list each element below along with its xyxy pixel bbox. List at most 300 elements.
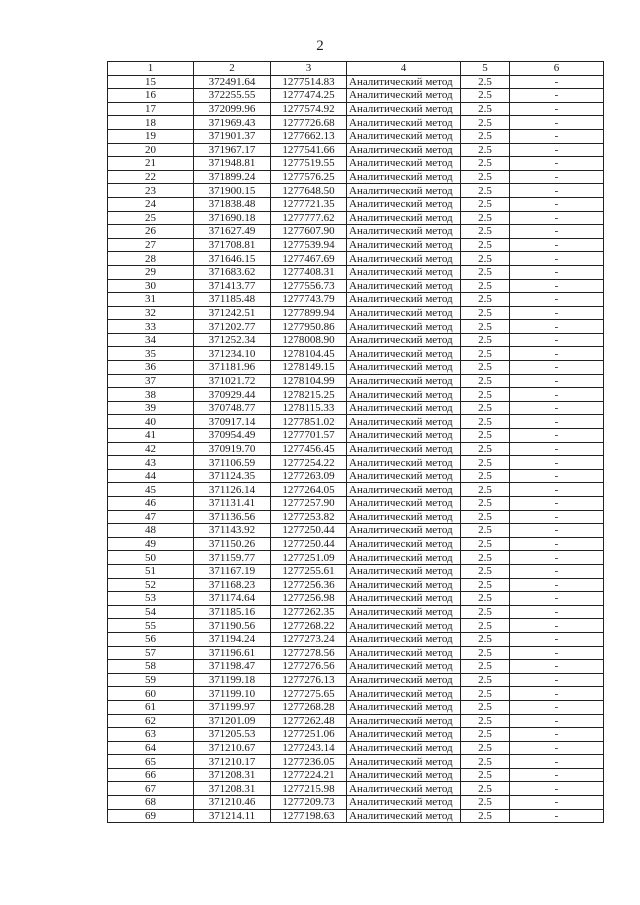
note-cell: - — [510, 75, 604, 89]
accuracy-cell: 2.5 — [461, 524, 510, 538]
note-cell: - — [510, 510, 604, 524]
point-number-cell: 49 — [108, 537, 194, 551]
x-coordinate-cell: 371167.19 — [194, 564, 271, 578]
point-number-cell: 34 — [108, 333, 194, 347]
accuracy-cell: 2.5 — [461, 116, 510, 130]
point-number-cell: 17 — [108, 102, 194, 116]
y-coordinate-cell: 1278104.99 — [271, 374, 347, 388]
page-number: 2 — [316, 38, 324, 54]
method-cell: Аналитический метод — [347, 157, 461, 171]
table-row — [108, 211, 604, 225]
method-cell: Аналитический метод — [347, 388, 461, 402]
method-cell: Аналитический метод — [347, 483, 461, 497]
table-row — [108, 497, 604, 511]
point-number-cell: 50 — [108, 551, 194, 565]
method-cell: Аналитический метод — [347, 782, 461, 796]
table-row — [108, 809, 604, 823]
y-coordinate-cell: 1277514.83 — [271, 75, 347, 89]
x-coordinate-cell: 371948.81 — [194, 157, 271, 171]
method-cell: Аналитический метод — [347, 320, 461, 334]
method-cell: Аналитический метод — [347, 714, 461, 728]
y-coordinate-cell: 1277257.90 — [271, 497, 347, 511]
table-row — [108, 306, 604, 320]
note-cell: - — [510, 211, 604, 225]
table-row — [108, 782, 604, 796]
table-row — [108, 741, 604, 755]
x-coordinate-cell: 371413.77 — [194, 279, 271, 293]
point-number-cell: 55 — [108, 619, 194, 633]
note-cell: - — [510, 605, 604, 619]
note-cell: - — [510, 741, 604, 755]
point-number-cell: 59 — [108, 673, 194, 687]
y-coordinate-cell: 1277541.66 — [271, 143, 347, 157]
note-cell: - — [510, 796, 604, 810]
method-cell: Аналитический метод — [347, 510, 461, 524]
note-cell: - — [510, 578, 604, 592]
method-cell: Аналитический метод — [347, 306, 461, 320]
accuracy-cell: 2.5 — [461, 306, 510, 320]
table-row — [108, 238, 604, 252]
table-row — [108, 361, 604, 375]
table-row — [108, 252, 604, 266]
table-row — [108, 401, 604, 415]
table-row — [108, 456, 604, 470]
accuracy-cell: 2.5 — [461, 211, 510, 225]
method-cell: Аналитический метод — [347, 225, 461, 239]
method-cell: Аналитический метод — [347, 605, 461, 619]
point-number-cell: 53 — [108, 592, 194, 606]
y-coordinate-cell: 1277743.79 — [271, 293, 347, 307]
point-number-cell: 63 — [108, 728, 194, 742]
table-row — [108, 592, 604, 606]
accuracy-cell: 2.5 — [461, 361, 510, 375]
point-number-cell: 67 — [108, 782, 194, 796]
note-cell: - — [510, 456, 604, 470]
table-row — [108, 728, 604, 742]
note-cell: - — [510, 537, 604, 551]
note-cell: - — [510, 225, 604, 239]
x-coordinate-cell: 371899.24 — [194, 170, 271, 184]
y-coordinate-cell: 1277263.09 — [271, 469, 347, 483]
x-coordinate-cell: 371690.18 — [194, 211, 271, 225]
point-number-cell: 36 — [108, 361, 194, 375]
accuracy-cell: 2.5 — [461, 374, 510, 388]
method-cell: Аналитический метод — [347, 497, 461, 511]
note-cell: - — [510, 116, 604, 130]
table-row — [108, 102, 604, 116]
table-row — [108, 537, 604, 551]
point-number-cell: 20 — [108, 143, 194, 157]
note-cell: - — [510, 279, 604, 293]
method-cell: Аналитический метод — [347, 755, 461, 769]
point-number-cell: 27 — [108, 238, 194, 252]
note-cell: - — [510, 700, 604, 714]
point-number-cell: 37 — [108, 374, 194, 388]
x-coordinate-cell: 371185.16 — [194, 605, 271, 619]
method-cell: Аналитический метод — [347, 265, 461, 279]
x-coordinate-cell: 371126.14 — [194, 483, 271, 497]
table-row — [108, 442, 604, 456]
point-number-cell: 31 — [108, 293, 194, 307]
y-coordinate-cell: 1277539.94 — [271, 238, 347, 252]
accuracy-cell: 2.5 — [461, 265, 510, 279]
x-coordinate-cell: 371196.61 — [194, 646, 271, 660]
accuracy-cell: 2.5 — [461, 197, 510, 211]
y-coordinate-cell: 1277209.73 — [271, 796, 347, 810]
point-number-cell: 44 — [108, 469, 194, 483]
x-coordinate-cell: 371198.47 — [194, 660, 271, 674]
accuracy-cell: 2.5 — [461, 537, 510, 551]
table-row — [108, 687, 604, 701]
accuracy-cell: 2.5 — [461, 646, 510, 660]
table-row — [108, 768, 604, 782]
point-number-cell: 22 — [108, 170, 194, 184]
table-row — [108, 660, 604, 674]
point-number-cell: 40 — [108, 415, 194, 429]
note-cell: - — [510, 728, 604, 742]
y-coordinate-cell: 1277264.05 — [271, 483, 347, 497]
y-coordinate-cell: 1278104.45 — [271, 347, 347, 361]
note-cell: - — [510, 483, 604, 497]
note-cell: - — [510, 401, 604, 415]
note-cell: - — [510, 687, 604, 701]
x-coordinate-cell: 371143.92 — [194, 524, 271, 538]
y-coordinate-cell: 1277255.61 — [271, 564, 347, 578]
x-coordinate-cell: 371021.72 — [194, 374, 271, 388]
accuracy-cell: 2.5 — [461, 469, 510, 483]
x-coordinate-cell: 371205.53 — [194, 728, 271, 742]
point-number-cell: 61 — [108, 700, 194, 714]
table-row — [108, 796, 604, 810]
table-row — [108, 347, 604, 361]
method-cell: Аналитический метод — [347, 564, 461, 578]
note-cell: - — [510, 197, 604, 211]
point-number-cell: 45 — [108, 483, 194, 497]
column-header-5: 5 — [461, 62, 510, 76]
point-number-cell: 23 — [108, 184, 194, 198]
table-row — [108, 374, 604, 388]
x-coordinate-cell: 371159.77 — [194, 551, 271, 565]
table-row — [108, 673, 604, 687]
note-cell: - — [510, 809, 604, 823]
method-cell: Аналитический метод — [347, 415, 461, 429]
x-coordinate-cell: 371194.24 — [194, 632, 271, 646]
table-row — [108, 619, 604, 633]
method-cell: Аналитический метод — [347, 741, 461, 755]
x-coordinate-cell: 371185.48 — [194, 293, 271, 307]
y-coordinate-cell: 1277276.13 — [271, 673, 347, 687]
method-cell: Аналитический метод — [347, 238, 461, 252]
method-cell: Аналитический метод — [347, 578, 461, 592]
note-cell: - — [510, 619, 604, 633]
accuracy-cell: 2.5 — [461, 578, 510, 592]
y-coordinate-cell: 1277256.98 — [271, 592, 347, 606]
x-coordinate-cell: 371199.97 — [194, 700, 271, 714]
method-cell: Аналитический метод — [347, 75, 461, 89]
point-number-cell: 47 — [108, 510, 194, 524]
y-coordinate-cell: 1277253.82 — [271, 510, 347, 524]
method-cell: Аналитический метод — [347, 524, 461, 538]
x-coordinate-cell: 371838.48 — [194, 197, 271, 211]
point-number-cell: 57 — [108, 646, 194, 660]
x-coordinate-cell: 371901.37 — [194, 129, 271, 143]
accuracy-cell: 2.5 — [461, 184, 510, 198]
accuracy-cell: 2.5 — [461, 605, 510, 619]
accuracy-cell: 2.5 — [461, 456, 510, 470]
x-coordinate-cell: 371181.96 — [194, 361, 271, 375]
accuracy-cell: 2.5 — [461, 75, 510, 89]
table-row — [108, 89, 604, 103]
point-number-cell: 15 — [108, 75, 194, 89]
table-row — [108, 578, 604, 592]
x-coordinate-cell: 371174.64 — [194, 592, 271, 606]
table-row — [108, 755, 604, 769]
method-cell: Аналитический метод — [347, 429, 461, 443]
y-coordinate-cell: 1277662.13 — [271, 129, 347, 143]
table-row — [108, 510, 604, 524]
table-row — [108, 429, 604, 443]
y-coordinate-cell: 1277251.09 — [271, 551, 347, 565]
accuracy-cell: 2.5 — [461, 429, 510, 443]
method-cell: Аналитический метод — [347, 361, 461, 375]
x-coordinate-cell: 371190.56 — [194, 619, 271, 633]
point-number-cell: 30 — [108, 279, 194, 293]
method-cell: Аналитический метод — [347, 551, 461, 565]
method-cell: Аналитический метод — [347, 660, 461, 674]
note-cell: - — [510, 388, 604, 402]
table-row — [108, 483, 604, 497]
x-coordinate-cell: 371683.62 — [194, 265, 271, 279]
point-number-cell: 68 — [108, 796, 194, 810]
point-number-cell: 41 — [108, 429, 194, 443]
table-body — [108, 75, 604, 823]
y-coordinate-cell: 1277899.94 — [271, 306, 347, 320]
x-coordinate-cell: 371252.34 — [194, 333, 271, 347]
x-coordinate-cell: 371199.10 — [194, 687, 271, 701]
table-row — [108, 320, 604, 334]
point-number-cell: 35 — [108, 347, 194, 361]
x-coordinate-cell: 371208.31 — [194, 768, 271, 782]
method-cell: Аналитический метод — [347, 632, 461, 646]
note-cell: - — [510, 415, 604, 429]
x-coordinate-cell: 371210.67 — [194, 741, 271, 755]
accuracy-cell: 2.5 — [461, 170, 510, 184]
x-coordinate-cell: 371210.17 — [194, 755, 271, 769]
accuracy-cell: 2.5 — [461, 551, 510, 565]
note-cell: - — [510, 306, 604, 320]
method-cell: Аналитический метод — [347, 537, 461, 551]
point-number-cell: 51 — [108, 564, 194, 578]
table-row — [108, 646, 604, 660]
y-coordinate-cell: 1277726.68 — [271, 116, 347, 130]
y-coordinate-cell: 1277275.65 — [271, 687, 347, 701]
accuracy-cell: 2.5 — [461, 619, 510, 633]
note-cell: - — [510, 524, 604, 538]
x-coordinate-cell: 370929.44 — [194, 388, 271, 402]
note-cell: - — [510, 238, 604, 252]
y-coordinate-cell: 1277721.35 — [271, 197, 347, 211]
note-cell: - — [510, 361, 604, 375]
y-coordinate-cell: 1277607.90 — [271, 225, 347, 239]
point-number-cell: 66 — [108, 768, 194, 782]
x-coordinate-cell: 370917.14 — [194, 415, 271, 429]
method-cell: Аналитический метод — [347, 592, 461, 606]
y-coordinate-cell: 1277467.69 — [271, 252, 347, 266]
accuracy-cell: 2.5 — [461, 320, 510, 334]
y-coordinate-cell: 1277556.73 — [271, 279, 347, 293]
point-number-cell: 65 — [108, 755, 194, 769]
accuracy-cell: 2.5 — [461, 660, 510, 674]
x-coordinate-cell: 372255.55 — [194, 89, 271, 103]
method-cell: Аналитический метод — [347, 728, 461, 742]
accuracy-cell: 2.5 — [461, 796, 510, 810]
note-cell: - — [510, 265, 604, 279]
y-coordinate-cell: 1277243.14 — [271, 741, 347, 755]
point-number-cell: 56 — [108, 632, 194, 646]
accuracy-cell: 2.5 — [461, 129, 510, 143]
point-number-cell: 21 — [108, 157, 194, 171]
method-cell: Аналитический метод — [347, 768, 461, 782]
note-cell: - — [510, 102, 604, 116]
y-coordinate-cell: 1277198.63 — [271, 809, 347, 823]
point-number-cell: 18 — [108, 116, 194, 130]
y-coordinate-cell: 1277236.05 — [271, 755, 347, 769]
y-coordinate-cell: 1277777.62 — [271, 211, 347, 225]
method-cell: Аналитический метод — [347, 252, 461, 266]
y-coordinate-cell: 1277701.57 — [271, 429, 347, 443]
table-row — [108, 293, 604, 307]
x-coordinate-cell: 371627.49 — [194, 225, 271, 239]
accuracy-cell: 2.5 — [461, 755, 510, 769]
method-cell: Аналитический метод — [347, 796, 461, 810]
point-number-cell: 46 — [108, 497, 194, 511]
accuracy-cell: 2.5 — [461, 510, 510, 524]
x-coordinate-cell: 370919.70 — [194, 442, 271, 456]
accuracy-cell: 2.5 — [461, 687, 510, 701]
accuracy-cell: 2.5 — [461, 143, 510, 157]
point-number-cell: 26 — [108, 225, 194, 239]
y-coordinate-cell: 1277250.44 — [271, 524, 347, 538]
y-coordinate-cell: 1277851.02 — [271, 415, 347, 429]
accuracy-cell: 2.5 — [461, 225, 510, 239]
x-coordinate-cell: 371131.41 — [194, 497, 271, 511]
y-coordinate-cell: 1277276.56 — [271, 660, 347, 674]
point-number-cell: 52 — [108, 578, 194, 592]
accuracy-cell: 2.5 — [461, 279, 510, 293]
table-row — [108, 551, 604, 565]
point-number-cell: 33 — [108, 320, 194, 334]
point-number-cell: 58 — [108, 660, 194, 674]
x-coordinate-cell: 372491.64 — [194, 75, 271, 89]
column-header-4: 4 — [347, 62, 461, 76]
x-coordinate-cell: 371242.51 — [194, 306, 271, 320]
x-coordinate-cell: 371168.23 — [194, 578, 271, 592]
note-cell: - — [510, 768, 604, 782]
note-cell: - — [510, 442, 604, 456]
note-cell: - — [510, 673, 604, 687]
accuracy-cell: 2.5 — [461, 714, 510, 728]
method-cell: Аналитический метод — [347, 347, 461, 361]
note-cell: - — [510, 129, 604, 143]
y-coordinate-cell: 1277251.06 — [271, 728, 347, 742]
note-cell: - — [510, 184, 604, 198]
y-coordinate-cell: 1278149.15 — [271, 361, 347, 375]
x-coordinate-cell: 371106.59 — [194, 456, 271, 470]
x-coordinate-cell: 372099.96 — [194, 102, 271, 116]
note-cell: - — [510, 551, 604, 565]
x-coordinate-cell: 371201.09 — [194, 714, 271, 728]
column-header-1: 1 — [108, 62, 194, 76]
column-header-3: 3 — [271, 62, 347, 76]
point-number-cell: 62 — [108, 714, 194, 728]
x-coordinate-cell: 371646.15 — [194, 252, 271, 266]
y-coordinate-cell: 1278115.33 — [271, 401, 347, 415]
table-row — [108, 469, 604, 483]
point-number-cell: 69 — [108, 809, 194, 823]
method-cell: Аналитический метод — [347, 619, 461, 633]
point-number-cell: 16 — [108, 89, 194, 103]
accuracy-cell: 2.5 — [461, 89, 510, 103]
accuracy-cell: 2.5 — [461, 768, 510, 782]
accuracy-cell: 2.5 — [461, 700, 510, 714]
method-cell: Аналитический метод — [347, 89, 461, 103]
point-number-cell: 38 — [108, 388, 194, 402]
method-cell: Аналитический метод — [347, 116, 461, 130]
y-coordinate-cell: 1277456.45 — [271, 442, 347, 456]
point-number-cell: 24 — [108, 197, 194, 211]
table-row — [108, 265, 604, 279]
accuracy-cell: 2.5 — [461, 102, 510, 116]
note-cell: - — [510, 646, 604, 660]
table-row — [108, 564, 604, 578]
y-coordinate-cell: 1278215.25 — [271, 388, 347, 402]
point-number-cell: 39 — [108, 401, 194, 415]
y-coordinate-cell: 1277262.48 — [271, 714, 347, 728]
accuracy-cell: 2.5 — [461, 632, 510, 646]
point-number-cell: 54 — [108, 605, 194, 619]
table-row — [108, 75, 604, 89]
method-cell: Аналитический метод — [347, 143, 461, 157]
y-coordinate-cell: 1277648.50 — [271, 184, 347, 198]
table-row — [108, 333, 604, 347]
table-row — [108, 129, 604, 143]
x-coordinate-cell: 371136.56 — [194, 510, 271, 524]
column-header-2: 2 — [194, 62, 271, 76]
x-coordinate-cell: 371208.31 — [194, 782, 271, 796]
accuracy-cell: 2.5 — [461, 238, 510, 252]
y-coordinate-cell: 1277273.24 — [271, 632, 347, 646]
method-cell: Аналитический метод — [347, 279, 461, 293]
note-cell: - — [510, 293, 604, 307]
method-cell: Аналитический метод — [347, 646, 461, 660]
accuracy-cell: 2.5 — [461, 252, 510, 266]
method-cell: Аналитический метод — [347, 333, 461, 347]
method-cell: Аналитический метод — [347, 687, 461, 701]
column-header-6: 6 — [510, 62, 604, 76]
note-cell: - — [510, 632, 604, 646]
point-number-cell: 42 — [108, 442, 194, 456]
x-coordinate-cell: 370954.49 — [194, 429, 271, 443]
point-number-cell: 43 — [108, 456, 194, 470]
table-row — [108, 279, 604, 293]
y-coordinate-cell: 1277250.44 — [271, 537, 347, 551]
note-cell: - — [510, 89, 604, 103]
accuracy-cell: 2.5 — [461, 673, 510, 687]
method-cell: Аналитический метод — [347, 809, 461, 823]
note-cell: - — [510, 592, 604, 606]
y-coordinate-cell: 1277268.28 — [271, 700, 347, 714]
method-cell: Аналитический метод — [347, 456, 461, 470]
